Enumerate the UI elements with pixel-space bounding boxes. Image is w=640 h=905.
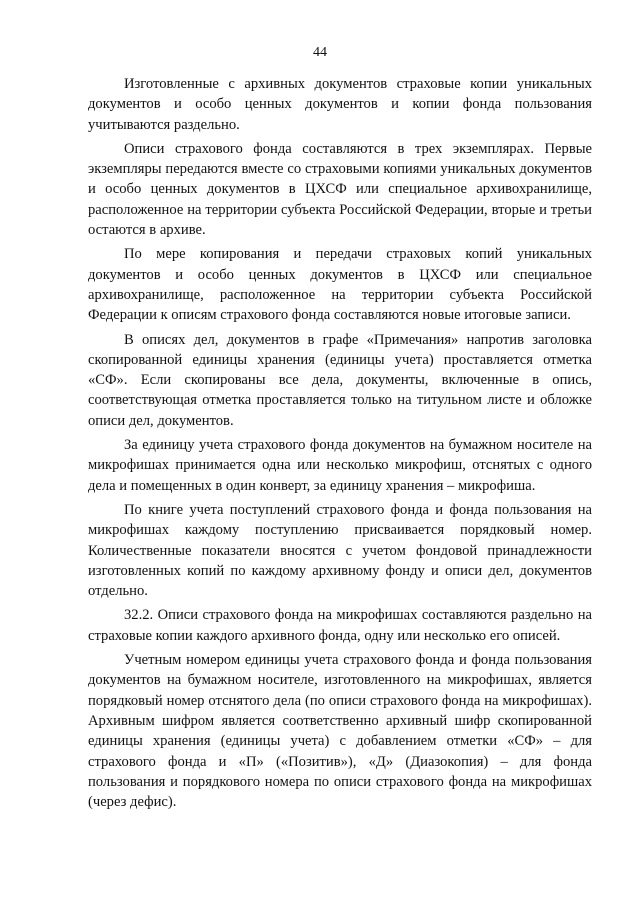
paragraph-copies-accounting: Изготовленные с архивных документов страховые копии уникальных документов и особо ценных документов и копии фонда пользования учитываются раздельно. bbox=[88, 76, 592, 133]
paragraph-receipt-book: По книге учета поступлений страхового фонда и фонда пользования на микрофишах каждому поступлению присваивается порядковый номер. Количественные показатели вносятся с учетом фондовой принадлежности изготовленных копий по каждому архивному фонду и описи дел, документов отдельно. bbox=[88, 501, 592, 600]
paragraph-microfiche-unit: За единицу учета страхового фонда документов на бумажном носителе на микрофишах принимается одна или несколько микрофиш, отснятых с одного дела и помещенных в один конверт, за единицу хранения – микрофиша. bbox=[88, 437, 592, 494]
paragraph-inventory-copies: Описи страхового фонда составляются в трех экземплярах. Первые экземпляры передаются вместе со страховыми копиями уникальных документов и особо ценных документов в ЦХСФ или специальное архивохранилище, расположенное на территории субъекта Российской Федерации, вторые и третьи остаются в архиве. bbox=[88, 140, 592, 239]
page-number: 44 bbox=[313, 45, 327, 60]
paragraph-accounting-number: Учетным номером единицы учета страхового фонда и фонда пользования документов на бумажном носителе, изготовленного на микрофишах, является порядковый номер отснятого дела (по описи страхового фонда на микрофишах). Архивным шифром является соответственно архивный шифр скопированной единицы хранения (единицы учета) с добавлением отметки «СФ» – для страхового фонда и «П» («Позитив»), «Д» (Диазокопия) – для фонда пользования и порядкового номера по описи страхового фонда на микрофишах (через дефис). bbox=[88, 652, 592, 811]
paragraph-32-2: 32.2. Описи страхового фонда на микрофишах составляются раздельно на страховые копии каждого архивного фонда, одну или несколько его описей. bbox=[88, 607, 592, 644]
paragraph-sf-mark: В описях дел, документов в графе «Примечания» напротив заголовка скопированной единицы хранения (единицы учета) проставляется отметка «СФ». Если скопированы все дела, документы, включенные в опись, соответствующая отметка проставляется только на титульном листе и обложке описи дел, документов. bbox=[88, 331, 592, 429]
paragraph-final-records: По мере копирования и передачи страховых копий уникальных документов и особо ценных документов в ЦХСФ или специальное архивохранилище, расположенное на территории субъекта Российской Федерации к описям страхового фонда составляются новые итоговые записи. bbox=[88, 246, 592, 324]
document-body bbox=[88, 74, 592, 816]
